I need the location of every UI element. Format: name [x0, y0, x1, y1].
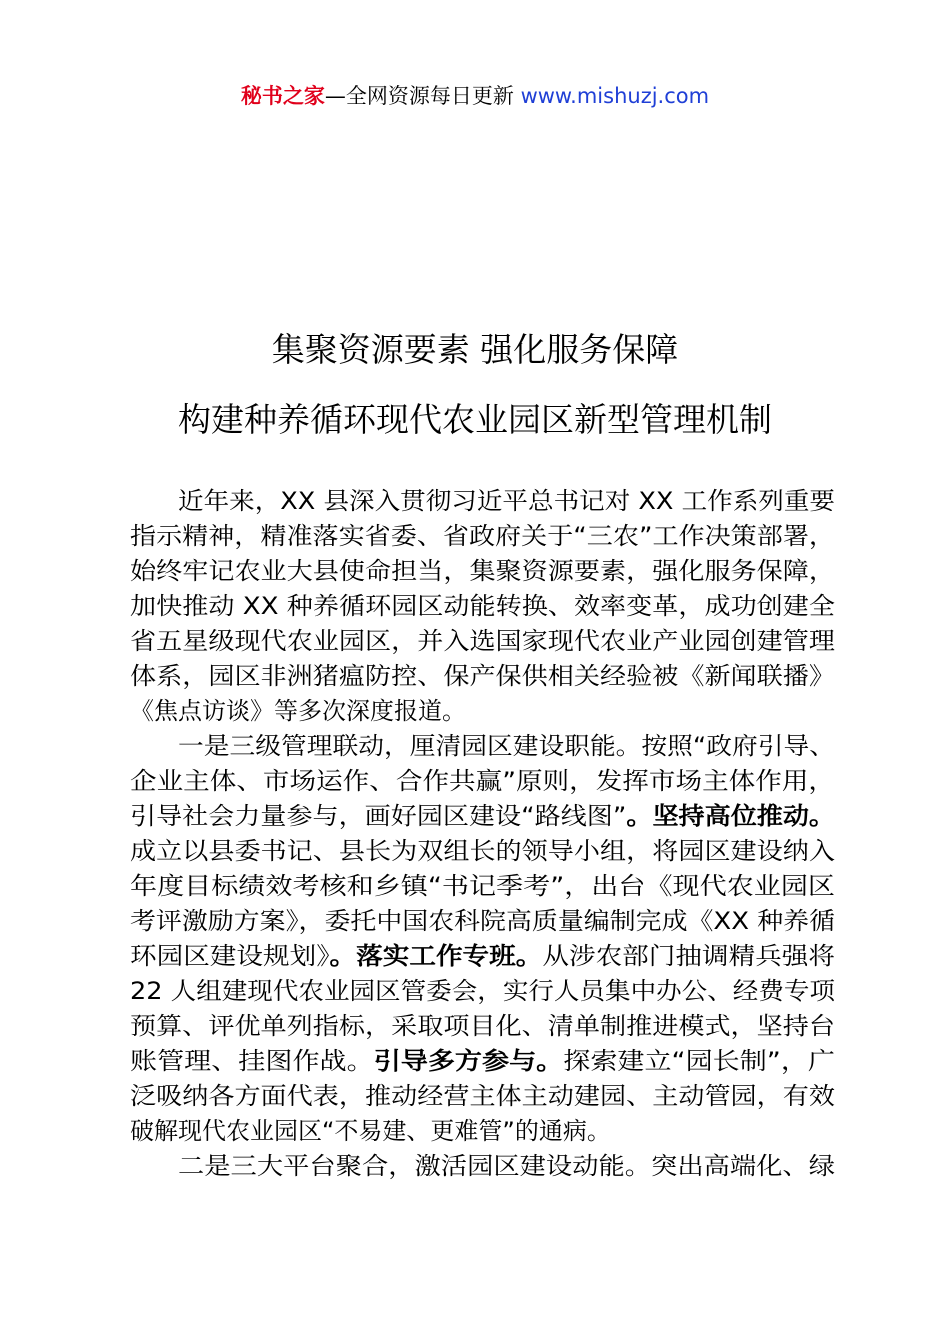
body-line-text: [130, 1044, 835, 1079]
body-text: 成立以县委书记、县长为双组长的领导小组，将园区建设纳入: [130, 837, 835, 865]
site-url[interactable]: www.mishuzj.com: [520, 84, 710, 108]
body-line-text: [130, 1114, 611, 1149]
body-line-text: [130, 834, 835, 869]
body-text: 体系，园区非洲猪瘟防控、保产保供相关经验被《新闻联播》: [130, 662, 835, 690]
document-title-line-2: 构建种养循环现代农业园区新型管理机制: [178, 400, 772, 439]
site-tagline: —全网资源每日更新: [324, 84, 521, 108]
body-text: 加快推动 XX 种养循环园区动能转换、效率变革，成功创建全: [130, 592, 835, 620]
body-line-text: [178, 1149, 835, 1184]
document-body: [130, 484, 835, 1184]
bold-heading-text: 引导多方参与。: [373, 1047, 564, 1075]
body-line: [130, 974, 835, 1009]
bold-heading-text: 。落实工作专班。: [329, 942, 543, 970]
body-line: [130, 484, 835, 519]
body-line-text: [130, 869, 835, 904]
body-line: [130, 799, 835, 834]
body-text: 探索建立“园长制”，广: [563, 1047, 835, 1075]
body-line-text: [178, 484, 835, 519]
body-text: 引导社会力量参与，画好园区建设“路线图”: [130, 802, 627, 830]
body-line-text: [130, 974, 835, 1009]
body-line-text: [130, 799, 835, 834]
body-text: 年度目标绩效考核和乡镇“书记季考”，出台《现代农业园区: [130, 872, 835, 900]
body-text: 企业主体、市场运作、合作共赢”原则，发挥市场主体作用，: [130, 767, 835, 795]
site-brand: 秘书之家: [240, 84, 325, 108]
body-text: 破解现代农业园区“不易建、更难管”的通病。: [130, 1117, 611, 1145]
body-line-text: [130, 904, 835, 939]
body-text: 从涉农部门抽调精兵强将: [542, 942, 835, 970]
body-text: 预算、评优单列指标，采取项目化、清单制推进模式，坚持台: [130, 1012, 835, 1040]
body-text: 指示精神，精准落实省委、省政府关于“三农”工作决策部署，: [130, 522, 835, 550]
body-text: 一是三级管理联动，厘清园区建设职能。按照“政府引导、: [178, 732, 835, 760]
body-text: 账管理、挂图作战。: [130, 1047, 374, 1075]
body-line: [130, 1044, 835, 1079]
body-line-text: [130, 659, 835, 694]
body-text: 省五星级现代农业园区，并入选国家现代农业产业园创建管理: [130, 627, 835, 655]
body-line-text: [178, 729, 835, 764]
body-line-text: [130, 1009, 835, 1044]
body-line-text: [130, 694, 466, 729]
body-text: 22 人组建现代农业园区管委会，实行人员集中办公、经费专项: [130, 977, 835, 1005]
body-text: 近年来，XX 县深入贯彻习近平总书记对 XX 工作系列重要: [178, 487, 835, 515]
body-line-text: [130, 554, 835, 589]
body-line: [130, 624, 835, 659]
body-line-text: [130, 519, 835, 554]
body-line-text: [130, 764, 835, 799]
bold-heading-text: 。坚持高位推动。: [626, 802, 835, 830]
body-line-text: [130, 589, 835, 624]
site-header: [0, 80, 950, 112]
body-text: 环园区建设规划》: [130, 942, 330, 970]
body-line: [130, 1149, 835, 1184]
body-line: [130, 869, 835, 904]
body-line-text: [130, 939, 835, 974]
body-text: 始终牢记农业大县使命担当，集聚资源要素，强化服务保障，: [130, 557, 835, 585]
body-line: [130, 904, 835, 939]
body-line: [130, 764, 835, 799]
body-line: [130, 659, 835, 694]
body-line-text: [130, 624, 835, 659]
body-line: [130, 939, 835, 974]
body-line: [130, 589, 835, 624]
body-line: [130, 694, 835, 729]
document-title-line-1: 集聚资源要素 强化服务保障: [271, 330, 679, 369]
body-text: 泛吸纳各方面代表，推动经营主体主动建园、主动管园，有效: [130, 1082, 835, 1110]
body-text: 《焦点访谈》等多次深度报道。: [130, 697, 466, 725]
body-text: 二是三大平台聚合，激活园区建设动能。突出高端化、绿: [178, 1152, 835, 1180]
body-line: [130, 834, 835, 869]
body-line: [130, 519, 835, 554]
body-line-text: [130, 1079, 835, 1114]
body-line: [130, 729, 835, 764]
body-line: [130, 1009, 835, 1044]
body-line: [130, 554, 835, 589]
body-line: [130, 1114, 835, 1149]
body-text: 考评激励方案》，委托中国农科院高质量编制完成《XX 种养循: [130, 907, 835, 935]
body-line: [130, 1079, 835, 1114]
